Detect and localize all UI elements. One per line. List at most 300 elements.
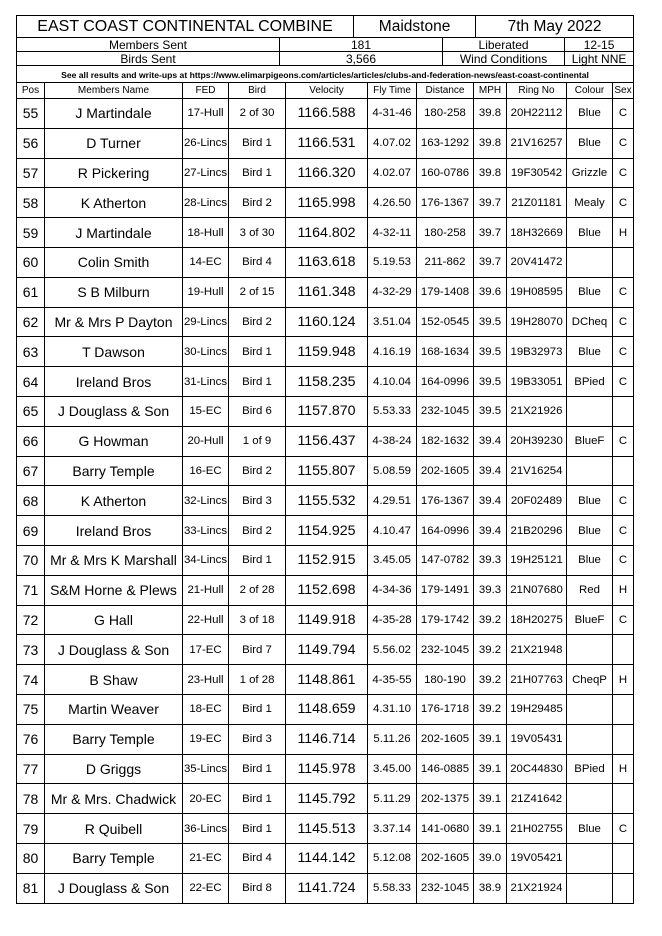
cell-bird: 2 of 30 [229, 99, 286, 129]
cell-ring: 21H02755 [507, 814, 567, 844]
cell-pos: 79 [17, 814, 45, 844]
cell-ring: 20C44830 [507, 754, 567, 784]
cell-sex: C [613, 367, 634, 397]
cell-colour: Blue [567, 516, 613, 546]
cell-name: J Martindale [45, 218, 183, 248]
cell-ring: 19B33051 [507, 367, 567, 397]
cell-name: Barry Temple [45, 843, 183, 873]
cell-pos: 63 [17, 337, 45, 367]
cell-velocity: 1148.659 [286, 694, 368, 724]
cell-ring: 19H29485 [507, 694, 567, 724]
table-row [17, 754, 634, 784]
cell-velocity: 1152.698 [286, 575, 368, 605]
cell-fed: 30-Lincs [183, 337, 229, 367]
cell-fly-time: 5.08.59 [368, 456, 417, 486]
cell-mph: 39.5 [474, 367, 507, 397]
cell-distance: 164-0996 [417, 516, 474, 546]
cell-distance: 176-1367 [417, 486, 474, 516]
cell-sex [613, 843, 634, 873]
cell-distance: 180-258 [417, 99, 474, 129]
cell-name: Ireland Bros [45, 516, 183, 546]
cell-distance: 211-862 [417, 247, 474, 277]
cell-fed: 18-EC [183, 694, 229, 724]
cell-fly-time: 4-32-11 [368, 218, 417, 248]
cell-velocity: 1145.513 [286, 814, 368, 844]
cell-velocity: 1166.531 [286, 128, 368, 158]
cell-ring: 18H20275 [507, 605, 567, 635]
cell-colour: Blue [567, 814, 613, 844]
cell-bird: Bird 3 [229, 724, 286, 754]
cell-sex: C [613, 337, 634, 367]
cell-fly-time: 4.02.07 [368, 158, 417, 188]
results-header-table [16, 15, 634, 83]
cell-fed: 28-Lincs [183, 188, 229, 218]
cell-mph: 39.6 [474, 277, 507, 307]
cell-sex: H [613, 218, 634, 248]
cell-name: Mr & Mrs. Chadwick [45, 784, 183, 814]
cell-pos: 73 [17, 635, 45, 665]
cell-sex: C [613, 486, 634, 516]
col-header-colour: Colour [567, 83, 613, 99]
cell-ring: 21B20296 [507, 516, 567, 546]
table-row [17, 426, 634, 456]
cell-mph: 39.5 [474, 337, 507, 367]
cell-sex: C [613, 605, 634, 635]
cell-fed: 26-Lincs [183, 128, 229, 158]
cell-pos: 59 [17, 218, 45, 248]
results-sheet [16, 15, 633, 904]
cell-mph: 39.2 [474, 605, 507, 635]
cell-mph: 39.7 [474, 218, 507, 248]
cell-ring: 20H39230 [507, 426, 567, 456]
cell-distance: 179-1491 [417, 575, 474, 605]
cell-distance: 179-1408 [417, 277, 474, 307]
cell-pos: 75 [17, 694, 45, 724]
cell-ring: 21X21948 [507, 635, 567, 665]
cell-ring: 20V41472 [507, 247, 567, 277]
cell-fly-time: 3.37.14 [368, 814, 417, 844]
cell-name: T Dawson [45, 337, 183, 367]
cell-colour: Red [567, 575, 613, 605]
cell-colour: Grizzle [567, 158, 613, 188]
cell-ring: 19F30542 [507, 158, 567, 188]
cell-distance: 176-1367 [417, 188, 474, 218]
wind-conditions-label: Wind Conditions [443, 52, 565, 66]
cell-distance: 232-1045 [417, 873, 474, 903]
cell-pos: 80 [17, 843, 45, 873]
cell-velocity: 1149.794 [286, 635, 368, 665]
cell-sex [613, 694, 634, 724]
cell-fly-time: 5.11.29 [368, 784, 417, 814]
cell-pos: 70 [17, 545, 45, 575]
cell-sex [613, 873, 634, 903]
cell-fed: 32-Lincs [183, 486, 229, 516]
cell-pos: 61 [17, 277, 45, 307]
table-row [17, 694, 634, 724]
cell-name: R Quibell [45, 814, 183, 844]
cell-velocity: 1155.807 [286, 456, 368, 486]
cell-colour [567, 724, 613, 754]
cell-colour: BlueF [567, 426, 613, 456]
cell-pos: 81 [17, 873, 45, 903]
table-row [17, 516, 634, 546]
cell-mph: 39.7 [474, 188, 507, 218]
cell-velocity: 1145.978 [286, 754, 368, 784]
cell-sex [613, 247, 634, 277]
cell-mph: 39.4 [474, 516, 507, 546]
liberated-label: Liberated [443, 38, 565, 52]
cell-colour [567, 396, 613, 426]
cell-name: Ireland Bros [45, 367, 183, 397]
cell-bird: Bird 2 [229, 516, 286, 546]
cell-bird: Bird 3 [229, 486, 286, 516]
cell-colour: Blue [567, 545, 613, 575]
cell-mph: 39.4 [474, 426, 507, 456]
cell-velocity: 1163.618 [286, 247, 368, 277]
col-header-velocity: Velocity [286, 83, 368, 99]
cell-distance: 182-1632 [417, 426, 474, 456]
cell-distance: 168-1634 [417, 337, 474, 367]
cell-pos: 71 [17, 575, 45, 605]
cell-velocity: 1164.802 [286, 218, 368, 248]
cell-distance: 232-1045 [417, 635, 474, 665]
cell-velocity: 1158.235 [286, 367, 368, 397]
cell-fed: 19-Hull [183, 277, 229, 307]
cell-fed: 35-Lincs [183, 754, 229, 784]
cell-distance: 179-1742 [417, 605, 474, 635]
cell-ring: 20H22112 [507, 99, 567, 129]
cell-ring: 19V05431 [507, 724, 567, 754]
cell-mph: 39.8 [474, 99, 507, 129]
cell-mph: 39.2 [474, 665, 507, 695]
table-row [17, 635, 634, 665]
cell-velocity: 1165.998 [286, 188, 368, 218]
cell-mph: 39.4 [474, 456, 507, 486]
col-header-name: Members Name [45, 83, 183, 99]
cell-pos: 64 [17, 367, 45, 397]
cell-fly-time: 5.58.33 [368, 873, 417, 903]
cell-colour: CheqP [567, 665, 613, 695]
cell-pos: 74 [17, 665, 45, 695]
cell-velocity: 1157.870 [286, 396, 368, 426]
cell-distance: 164-0996 [417, 367, 474, 397]
cell-sex: C [613, 545, 634, 575]
members-sent-value: 181 [280, 38, 443, 52]
cell-bird: Bird 1 [229, 694, 286, 724]
cell-sex: H [613, 575, 634, 605]
cell-velocity: 1166.588 [286, 99, 368, 129]
col-header-mph: MPH [474, 83, 507, 99]
table-row [17, 843, 634, 873]
cell-fly-time: 3.51.04 [368, 307, 417, 337]
cell-ring: 21X21924 [507, 873, 567, 903]
cell-bird: Bird 4 [229, 247, 286, 277]
table-row [17, 128, 634, 158]
cell-bird: Bird 1 [229, 367, 286, 397]
cell-ring: 21V16257 [507, 128, 567, 158]
table-row [17, 307, 634, 337]
race-date: 7th May 2022 [476, 16, 634, 38]
cell-pos: 56 [17, 128, 45, 158]
cell-fly-time: 3.45.05 [368, 545, 417, 575]
cell-name: J Martindale [45, 99, 183, 129]
liberated-value: 12-15 [565, 38, 634, 52]
cell-name: S B Milburn [45, 277, 183, 307]
cell-name: S&M Horne & Plews [45, 575, 183, 605]
cell-distance: 202-1605 [417, 724, 474, 754]
cell-velocity: 1152.915 [286, 545, 368, 575]
table-row [17, 247, 634, 277]
cell-sex: C [613, 814, 634, 844]
cell-velocity: 1156.437 [286, 426, 368, 456]
cell-mph: 39.2 [474, 694, 507, 724]
table-row [17, 396, 634, 426]
col-header-ring: Ring No [507, 83, 567, 99]
cell-fly-time: 4.26.50 [368, 188, 417, 218]
table-row [17, 158, 634, 188]
cell-colour [567, 635, 613, 665]
cell-mph: 39.3 [474, 545, 507, 575]
cell-distance: 202-1375 [417, 784, 474, 814]
cell-fed: 20-EC [183, 784, 229, 814]
cell-fly-time: 5.53.33 [368, 396, 417, 426]
cell-fly-time: 5.11.26 [368, 724, 417, 754]
cell-mph: 39.2 [474, 635, 507, 665]
cell-sex [613, 396, 634, 426]
cell-bird: Bird 1 [229, 545, 286, 575]
column-header-row [17, 83, 634, 99]
col-header-fly-time: Fly Time [368, 83, 417, 99]
birds-sent-label: Birds Sent [17, 52, 280, 66]
cell-fed: 21-Hull [183, 575, 229, 605]
cell-bird: Bird 1 [229, 128, 286, 158]
cell-ring: 21H07763 [507, 665, 567, 695]
cell-fly-time: 4.31.10 [368, 694, 417, 724]
cell-name: Colin Smith [45, 247, 183, 277]
cell-bird: Bird 2 [229, 456, 286, 486]
cell-fed: 21-EC [183, 843, 229, 873]
cell-sex: C [613, 158, 634, 188]
cell-pos: 68 [17, 486, 45, 516]
cell-fly-time: 4-34-36 [368, 575, 417, 605]
table-row [17, 99, 634, 129]
cell-sex: C [613, 128, 634, 158]
cell-mph: 39.0 [474, 843, 507, 873]
cell-velocity: 1141.724 [286, 873, 368, 903]
cell-fed: 33-Lincs [183, 516, 229, 546]
cell-ring: 19H28070 [507, 307, 567, 337]
cell-ring: 20F02489 [507, 486, 567, 516]
cell-velocity: 1145.792 [286, 784, 368, 814]
cell-bird: Bird 2 [229, 188, 286, 218]
cell-colour: Mealy [567, 188, 613, 218]
cell-bird: 3 of 18 [229, 605, 286, 635]
table-row [17, 337, 634, 367]
cell-distance: 180-190 [417, 665, 474, 695]
cell-velocity: 1161.348 [286, 277, 368, 307]
cell-colour [567, 873, 613, 903]
table-row [17, 605, 634, 635]
cell-colour: Blue [567, 337, 613, 367]
cell-fly-time: 5.56.02 [368, 635, 417, 665]
cell-velocity: 1166.320 [286, 158, 368, 188]
cell-distance: 176-1718 [417, 694, 474, 724]
cell-pos: 78 [17, 784, 45, 814]
result-rows [17, 99, 634, 904]
cell-colour: Blue [567, 218, 613, 248]
birds-sent-value: 3,566 [280, 52, 443, 66]
cell-sex: C [613, 516, 634, 546]
cell-mph: 39.1 [474, 724, 507, 754]
cell-name: K Atherton [45, 486, 183, 516]
cell-distance: 152-0545 [417, 307, 474, 337]
cell-fed: 19-EC [183, 724, 229, 754]
cell-distance: 180-258 [417, 218, 474, 248]
cell-fed: 14-EC [183, 247, 229, 277]
cell-distance: 163-1292 [417, 128, 474, 158]
cell-pos: 66 [17, 426, 45, 456]
results-table [16, 82, 634, 904]
cell-fed: 31-Lincs [183, 367, 229, 397]
cell-sex [613, 784, 634, 814]
cell-bird: Bird 2 [229, 307, 286, 337]
cell-name: Barry Temple [45, 724, 183, 754]
col-header-pos: Pos [17, 83, 45, 99]
cell-distance: 202-1605 [417, 456, 474, 486]
table-row [17, 784, 634, 814]
cell-velocity: 1149.918 [286, 605, 368, 635]
cell-fly-time: 4.16.19 [368, 337, 417, 367]
cell-name: Barry Temple [45, 456, 183, 486]
table-row [17, 367, 634, 397]
cell-name: Mr & Mrs K Marshall [45, 545, 183, 575]
cell-distance: 141-0680 [417, 814, 474, 844]
table-row [17, 575, 634, 605]
wind-conditions-value: Light NNE [565, 52, 634, 66]
cell-fly-time: 4-35-55 [368, 665, 417, 695]
cell-bird: Bird 1 [229, 784, 286, 814]
cell-pos: 76 [17, 724, 45, 754]
cell-ring: 21Z01181 [507, 188, 567, 218]
cell-name: Martin Weaver [45, 694, 183, 724]
cell-pos: 69 [17, 516, 45, 546]
cell-bird: Bird 1 [229, 158, 286, 188]
cell-bird: 2 of 15 [229, 277, 286, 307]
cell-name: R Pickering [45, 158, 183, 188]
col-header-bird: Bird [229, 83, 286, 99]
cell-mph: 39.1 [474, 814, 507, 844]
cell-fed: 17-EC [183, 635, 229, 665]
cell-bird: Bird 8 [229, 873, 286, 903]
cell-mph: 39.5 [474, 307, 507, 337]
col-header-distance: Distance [417, 83, 474, 99]
cell-sex: C [613, 99, 634, 129]
cell-fly-time: 5.12.08 [368, 843, 417, 873]
cell-colour: BPied [567, 754, 613, 784]
cell-fly-time: 4.07.02 [368, 128, 417, 158]
cell-ring: 21N07680 [507, 575, 567, 605]
cell-bird: Bird 7 [229, 635, 286, 665]
cell-pos: 77 [17, 754, 45, 784]
cell-fly-time: 4.10.04 [368, 367, 417, 397]
cell-sex: C [613, 277, 634, 307]
cell-distance: 147-0782 [417, 545, 474, 575]
cell-velocity: 1154.925 [286, 516, 368, 546]
cell-name: B Shaw [45, 665, 183, 695]
cell-fed: 15-EC [183, 396, 229, 426]
cell-ring: 21Z41642 [507, 784, 567, 814]
cell-ring: 21V16254 [507, 456, 567, 486]
cell-colour [567, 694, 613, 724]
cell-distance: 160-0786 [417, 158, 474, 188]
cell-bird: Bird 6 [229, 396, 286, 426]
cell-fed: 22-EC [183, 873, 229, 903]
table-row [17, 456, 634, 486]
cell-distance: 146-0885 [417, 754, 474, 784]
cell-velocity: 1160.124 [286, 307, 368, 337]
cell-fly-time: 4-31-46 [368, 99, 417, 129]
cell-ring: 18H32669 [507, 218, 567, 248]
cell-pos: 65 [17, 396, 45, 426]
cell-mph: 39.5 [474, 396, 507, 426]
cell-sex [613, 724, 634, 754]
cell-sex: H [613, 665, 634, 695]
results-link-note: See all results and write-ups at https://www.elimarpigeons.com/articles/articles/clubs-and-federation-news/east-coast-continental [17, 66, 634, 84]
cell-fed: 23-Hull [183, 665, 229, 695]
cell-pos: 62 [17, 307, 45, 337]
cell-fly-time: 4-35-28 [368, 605, 417, 635]
cell-name: D Turner [45, 128, 183, 158]
table-row [17, 814, 634, 844]
cell-name: G Howman [45, 426, 183, 456]
cell-fed: 27-Lincs [183, 158, 229, 188]
cell-velocity: 1144.142 [286, 843, 368, 873]
cell-fed: 16-EC [183, 456, 229, 486]
cell-sex: C [613, 188, 634, 218]
cell-fed: 29-Lincs [183, 307, 229, 337]
cell-colour: Blue [567, 128, 613, 158]
cell-ring: 21X21926 [507, 396, 567, 426]
cell-fly-time: 5.19.53 [368, 247, 417, 277]
cell-mph: 39.7 [474, 247, 507, 277]
cell-bird: 1 of 28 [229, 665, 286, 695]
cell-mph: 39.8 [474, 128, 507, 158]
cell-colour [567, 456, 613, 486]
table-row [17, 873, 634, 903]
cell-bird: Bird 4 [229, 843, 286, 873]
cell-velocity: 1159.948 [286, 337, 368, 367]
cell-name: D Griggs [45, 754, 183, 784]
cell-fly-time: 4-32-29 [368, 277, 417, 307]
cell-fed: 17-Hull [183, 99, 229, 129]
table-row [17, 545, 634, 575]
cell-colour: BlueF [567, 605, 613, 635]
col-header-sex: Sex [613, 83, 634, 99]
cell-fed: 20-Hull [183, 426, 229, 456]
cell-sex [613, 456, 634, 486]
cell-colour: BPied [567, 367, 613, 397]
cell-bird: Bird 1 [229, 754, 286, 784]
cell-ring: 19B32973 [507, 337, 567, 367]
cell-fed: 34-Lincs [183, 545, 229, 575]
cell-pos: 55 [17, 99, 45, 129]
cell-ring: 19H25121 [507, 545, 567, 575]
cell-pos: 72 [17, 605, 45, 635]
cell-sex: C [613, 307, 634, 337]
table-row [17, 486, 634, 516]
cell-colour [567, 843, 613, 873]
cell-colour: Blue [567, 486, 613, 516]
